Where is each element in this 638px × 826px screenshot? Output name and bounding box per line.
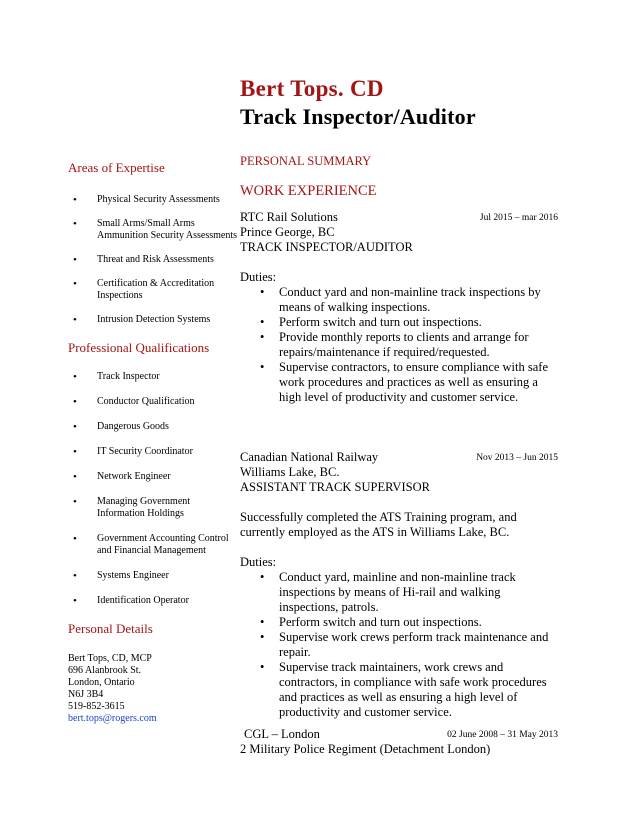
detail-line: N6J 3B4	[68, 689, 104, 700]
job-employer: Canadian National Railway	[240, 450, 379, 464]
expertise-heading: Areas of Expertise	[68, 160, 165, 175]
list-item: • Track Inspector	[68, 371, 238, 383]
list-item: • Conductor Qualification	[68, 396, 238, 408]
job-location: Williams Lake, BC.	[240, 465, 340, 479]
list-item: • Supervise track maintainers, work crews and contractors, in compliance with safe work procedures and practices as well as ensuring a high level of productivity and customer service.	[240, 660, 558, 720]
duties-label: Duties:	[240, 270, 277, 284]
job-date: Nov 2013 – Jun 2015	[476, 453, 558, 463]
list-item: • IT Security Coordinator	[68, 446, 238, 458]
job-date: 02 June 2008 – 31 May 2013	[447, 730, 558, 740]
duties-list	[240, 285, 558, 405]
job-title: TRACK INSPECTOR/AUDITOR	[240, 240, 413, 254]
list-item: • Supervise work crews perform track maintenance and repair.	[240, 630, 558, 660]
personal-details	[68, 653, 238, 725]
qualifications-heading: Professional Qualifications	[68, 340, 210, 355]
detail-line: 696 Alanbrook St.	[68, 665, 142, 676]
detail-line: London, Ontario	[68, 677, 135, 688]
job-location: 2 Military Police Regiment (Detachment London)	[240, 742, 491, 756]
job-title: ASSISTANT TRACK SUPERVISOR	[240, 480, 430, 494]
left-column	[68, 160, 238, 725]
job-employer: CGL – London	[244, 727, 320, 741]
list-item: • Systems Engineer	[68, 570, 238, 582]
list-item: • Network Engineer	[68, 471, 238, 483]
list-item: • Physical Security Assessments	[68, 194, 238, 206]
job-entry	[240, 210, 558, 405]
candidate-name: Bert Tops. CD	[240, 76, 384, 101]
list-item: • Conduct yard and non-mainline track inspections by means of walking inspections.	[240, 285, 558, 315]
list-item: • Certification & Accreditation Inspections	[68, 278, 238, 302]
list-item: • Government Accounting Control and Financial Management	[68, 533, 238, 557]
job-location: Prince George, BC	[240, 225, 335, 239]
list-item: • Identification Operator	[68, 595, 238, 607]
job-header	[240, 727, 558, 742]
expertise-list	[68, 194, 238, 326]
list-item: • Supervise contractors, to ensure compliance with safe work procedures and practices as well as ensuring a high level of productivity and customer service.	[240, 360, 558, 405]
detail-line: Bert Tops, CD, MCP	[68, 653, 152, 664]
duties-list	[240, 570, 558, 720]
list-item: • Dangerous Goods	[68, 421, 238, 433]
job-summary: Successfully completed the ATS Training program, and currently employed as the ATS in Williams Lake, BC.	[240, 510, 517, 539]
job-date: Jul 2015 – mar 2016	[479, 213, 558, 223]
list-item: • Perform switch and turn out inspections.	[240, 615, 558, 630]
work-experience-heading: WORK EXPERIENCE	[240, 183, 377, 199]
job-header	[240, 210, 558, 225]
right-column	[240, 154, 558, 757]
list-item: • Conduct yard, mainline and non-mainline track inspections by means of Hi-rail and walking inspections, patrols.	[240, 570, 558, 615]
personal-summary-heading: PERSONAL SUMMARY	[240, 154, 372, 168]
personal-details-heading: Personal Details	[68, 621, 153, 636]
list-item: • Managing Government Information Holdings	[68, 496, 238, 520]
list-item: • Intrusion Detection Systems	[68, 314, 238, 326]
list-item: • Small Arms/Small Arms Ammunition Security Assessments	[68, 218, 238, 242]
job-header	[240, 450, 558, 465]
duties-label: Duties:	[240, 555, 277, 569]
qualifications-list	[68, 371, 238, 607]
list-item: • Perform switch and turn out inspections.	[240, 315, 558, 330]
candidate-role: Track Inspector/Auditor	[240, 104, 476, 129]
job-entry	[240, 727, 558, 757]
job-employer: RTC Rail Solutions	[240, 210, 338, 224]
detail-line: 519-852-3615	[68, 701, 125, 712]
job-entry	[240, 450, 558, 720]
email-link[interactable]: bert.tops@rogers.com	[68, 713, 157, 724]
list-item: • Provide monthly reports to clients and arrange for repairs/maintenance if required/requested.	[240, 330, 558, 360]
list-item: • Threat and Risk Assessments	[68, 254, 238, 266]
